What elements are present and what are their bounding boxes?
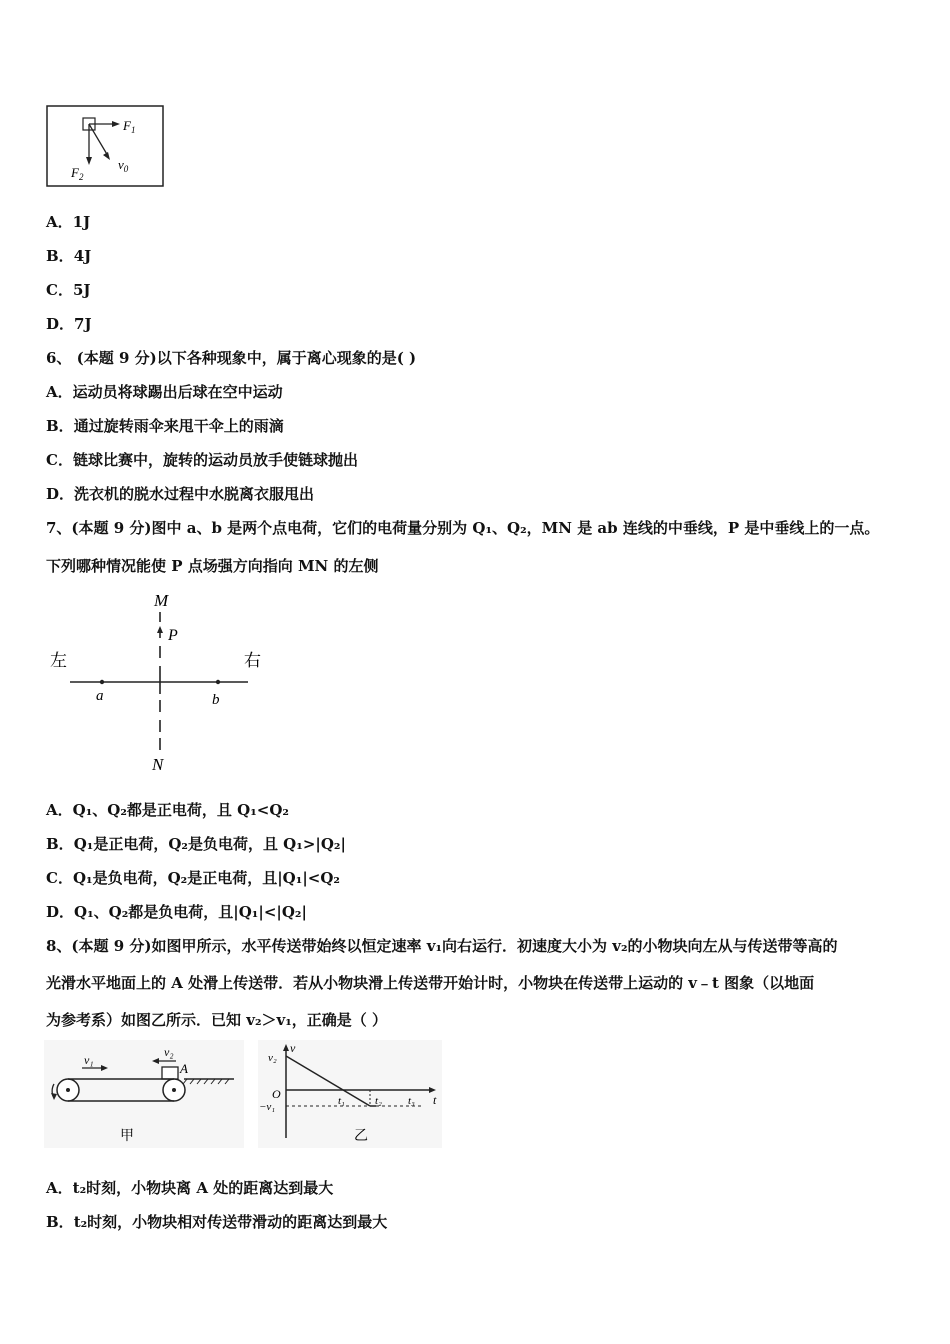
v2-tick-label: v₂ bbox=[268, 1052, 277, 1064]
q8-stem-line3: 为参考系）如图乙所示．已知 v₂＞v₁，正确是（ ） bbox=[46, 1011, 388, 1029]
q7-stem-line2: 下列哪种情况能使 P 点场强方向指向 MN 的左侧 bbox=[46, 557, 379, 575]
q5-option-b[interactable]: B．4J bbox=[46, 247, 92, 265]
t2-label: t₂ bbox=[375, 1095, 382, 1107]
q7-stem-line1: 7、(本题 9 分)图中 a、b 是两个点电荷，它们的电荷量分别为 Q₁、Q₂，MN 是 ab 连线的中垂线，P 是中垂线上的一点。 bbox=[46, 519, 880, 537]
q7-option-c[interactable]: C．Q₁是负电荷，Q₂是正电荷，且|Q₁|<Q₂ bbox=[46, 869, 340, 887]
conveyor-diagram bbox=[44, 1040, 244, 1148]
q5-option-c[interactable]: C．5J bbox=[46, 281, 91, 299]
q5-option-a[interactable]: A．1J bbox=[46, 213, 91, 231]
jia-label: 甲 bbox=[120, 1129, 134, 1144]
neg-v1-tick-label: −v₁ bbox=[259, 1101, 276, 1113]
a-label: a bbox=[96, 688, 104, 704]
belt-v1-label: v₁ bbox=[84, 1053, 94, 1067]
q8-stem-line2: 光滑水平地面上的 A 处滑上传送带．若从小物块滑上传送带开始计时，小物块在传送带上运动的 v﹣t 图象（以地面 bbox=[46, 974, 815, 992]
q8-option-a[interactable]: A．t₂时刻，小物块离 A 处的距离达到最大 bbox=[46, 1179, 334, 1197]
t-axis-label: t bbox=[433, 1093, 437, 1107]
q7-option-b[interactable]: B．Q₁是正电荷，Q₂是负电荷，且 Q₁>|Q₂| bbox=[46, 835, 346, 853]
right-label: 右 bbox=[244, 651, 261, 670]
a-point-label: A bbox=[180, 1061, 188, 1076]
b-label: b bbox=[212, 692, 220, 708]
q8-stem-line1: 8、(本题 9 分)如图甲所示，水平传送带始终以恒定速率 v₁向右运行．初速度大小为 v₂的小物块向左从与传送带等高的 bbox=[46, 937, 838, 955]
q6-option-b[interactable]: B．通过旋转雨伞来甩干伞上的雨滴 bbox=[46, 417, 284, 435]
q7-option-a[interactable]: A．Q₁、Q₂都是正电荷，且 Q₁<Q₂ bbox=[46, 801, 289, 819]
yi-label: 乙 bbox=[354, 1129, 368, 1144]
block-v2-label: v₂ bbox=[164, 1045, 174, 1059]
q5-option-d[interactable]: D．7J bbox=[46, 315, 92, 333]
q8-option-b[interactable]: B．t₂时刻，小物块相对传送带滑动的距离达到最大 bbox=[46, 1213, 388, 1231]
q6-option-a[interactable]: A．运动员将球踢出后球在空中运动 bbox=[46, 383, 283, 401]
v0-label: $v_0$ bbox=[118, 157, 129, 174]
t1-label: t₁ bbox=[338, 1095, 345, 1107]
p-label: P bbox=[168, 627, 178, 644]
charges-diagram bbox=[46, 586, 276, 776]
q6-option-d[interactable]: D．洗衣机的脱水过程中水脱离衣服甩出 bbox=[46, 485, 315, 503]
q6-option-c[interactable]: C．链球比赛中，旋转的运动员放手使链球抛出 bbox=[46, 451, 358, 469]
f1-label: $F_1$ bbox=[123, 118, 136, 135]
v-axis-label: v bbox=[290, 1041, 296, 1055]
q6-stem: 6、 (本题 9 分)以下各种现象中，属于离心现象的是( ) bbox=[46, 349, 417, 367]
vt-graph bbox=[258, 1040, 442, 1148]
t3-label: t₃ bbox=[408, 1095, 415, 1107]
n-label: N bbox=[152, 755, 164, 774]
left-label: 左 bbox=[50, 651, 67, 670]
origin-label: O bbox=[272, 1087, 281, 1101]
q7-option-d[interactable]: D．Q₁、Q₂都是负电荷，且|Q₁|<|Q₂| bbox=[46, 903, 307, 921]
f2-label: $F_2$ bbox=[71, 165, 84, 182]
force-diagram bbox=[46, 105, 164, 187]
m-label: M bbox=[154, 591, 169, 610]
